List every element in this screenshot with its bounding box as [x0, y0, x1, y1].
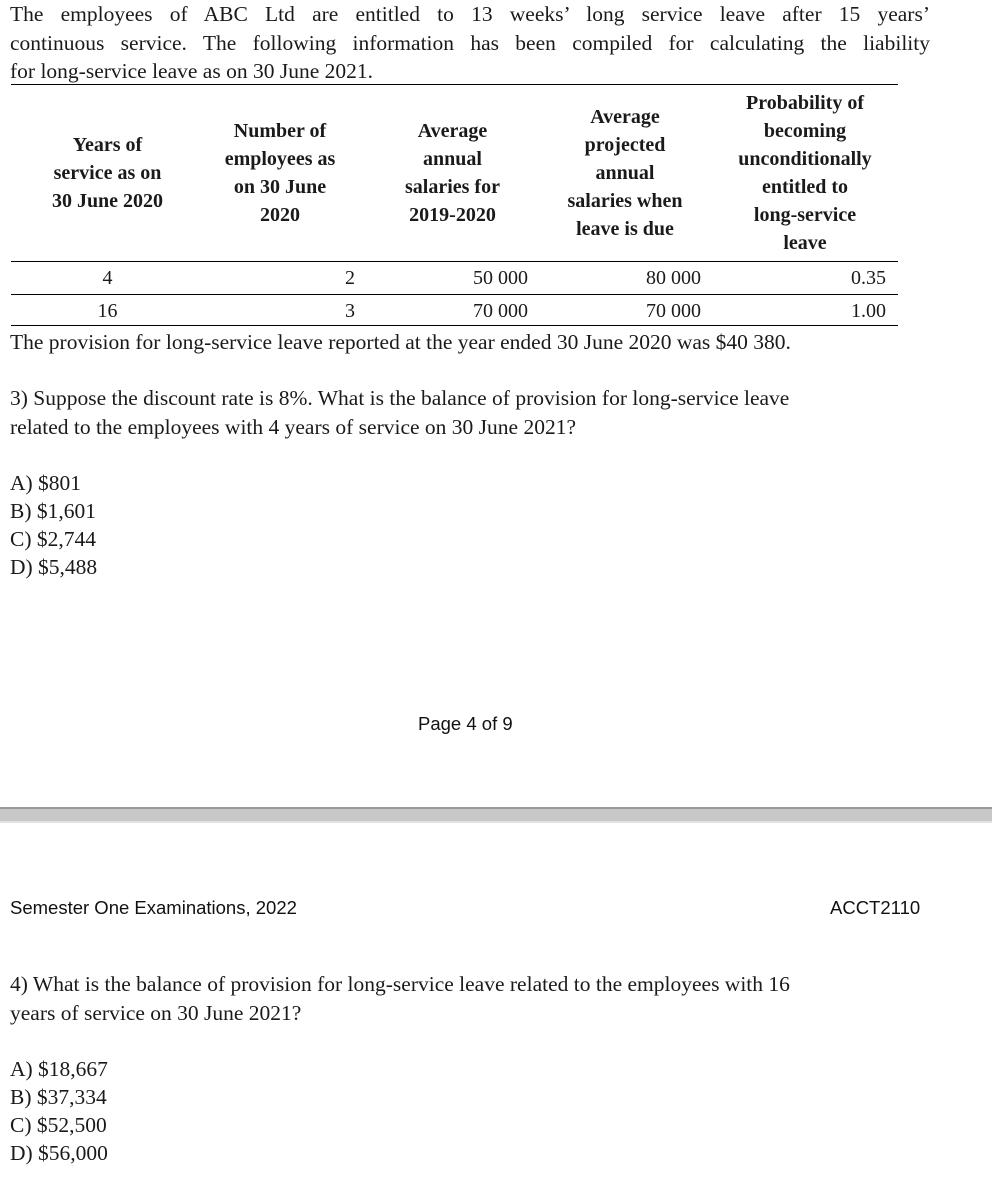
choice-a[interactable]: A) $18,667: [10, 1057, 108, 1081]
page-break-separator: [0, 807, 992, 823]
header-average-annual-salaries: Average annual salaries for 2019-2020: [405, 120, 500, 226]
intro-line-1: The employees of ABC Ltd are entitled to 13 weeks’ long service leave after 15 years’: [10, 2, 930, 26]
course-code: ACCT2110: [830, 897, 921, 918]
provision-note: The provision for long-service leave reported at the year ended 30 June 2020 was $40 380.: [10, 330, 791, 354]
cell-years: 16: [97, 300, 118, 322]
table-top-rule: [11, 84, 898, 85]
choice-b[interactable]: B) $1,601: [10, 499, 96, 523]
cell-years: 4: [102, 267, 113, 289]
cell-probability: 1.00: [851, 300, 886, 322]
choice-a[interactable]: A) $801: [10, 471, 82, 495]
question-4-line-2: years of service on 30 June 2021?: [10, 1000, 302, 1025]
choice-c[interactable]: C) $52,500: [10, 1113, 107, 1137]
cell-employees: 3: [345, 300, 355, 322]
header-number-of-employees: Number of employees as on 30 June 2020: [224, 120, 336, 226]
table-header-rule: [11, 261, 898, 262]
cell-avg-salary: 50 000: [473, 267, 528, 289]
intro-line-2: continuous service. The following information has been compiled for calculating the liability: [10, 30, 930, 55]
choice-b[interactable]: B) $37,334: [10, 1085, 107, 1109]
cell-employees: 2: [345, 267, 355, 289]
question-3-line-2: related to the employees with 4 years of service on 30 June 2021?: [10, 414, 576, 439]
choice-d[interactable]: D) $5,488: [10, 555, 98, 579]
cell-projected-salary: 70 000: [646, 300, 701, 322]
cell-avg-salary: 70 000: [473, 300, 528, 322]
question-3-line-1: 3) Suppose the discount rate is 8%. What is the balance of provision for long-service leave: [10, 386, 790, 410]
cell-projected-salary: 80 000: [646, 267, 701, 289]
header-years-of-service: Years of service as on 30 June 2020: [51, 134, 164, 212]
intro-paragraph: [10, 0, 930, 86]
exam-header-left: Semester One Examinations, 2022: [10, 897, 297, 918]
intro-line-3: for long-service leave as on 30 June 2021.: [10, 59, 374, 83]
header-average-projected-salaries: Average projected annual salaries when leave is due: [567, 106, 683, 240]
choice-d[interactable]: D) $56,000: [10, 1141, 108, 1165]
question-4-choices: [10, 1055, 108, 1167]
question-4: [10, 970, 910, 1027]
table-bottom-rule: [11, 325, 898, 326]
table-row-rule: [11, 294, 898, 295]
question-4-line-1: 4) What is the balance of provision for long-service leave related to the employees with 16: [10, 972, 790, 996]
question-3: [10, 384, 910, 441]
header-probability-of-entitlement: Probability of becoming unconditionally entitled to long-service leave: [738, 92, 872, 254]
choice-c[interactable]: C) $2,744: [10, 527, 96, 551]
cell-probability: 0.35: [851, 267, 886, 289]
question-3-choices: [10, 469, 97, 581]
page-number: Page 4 of 9: [418, 713, 513, 734]
